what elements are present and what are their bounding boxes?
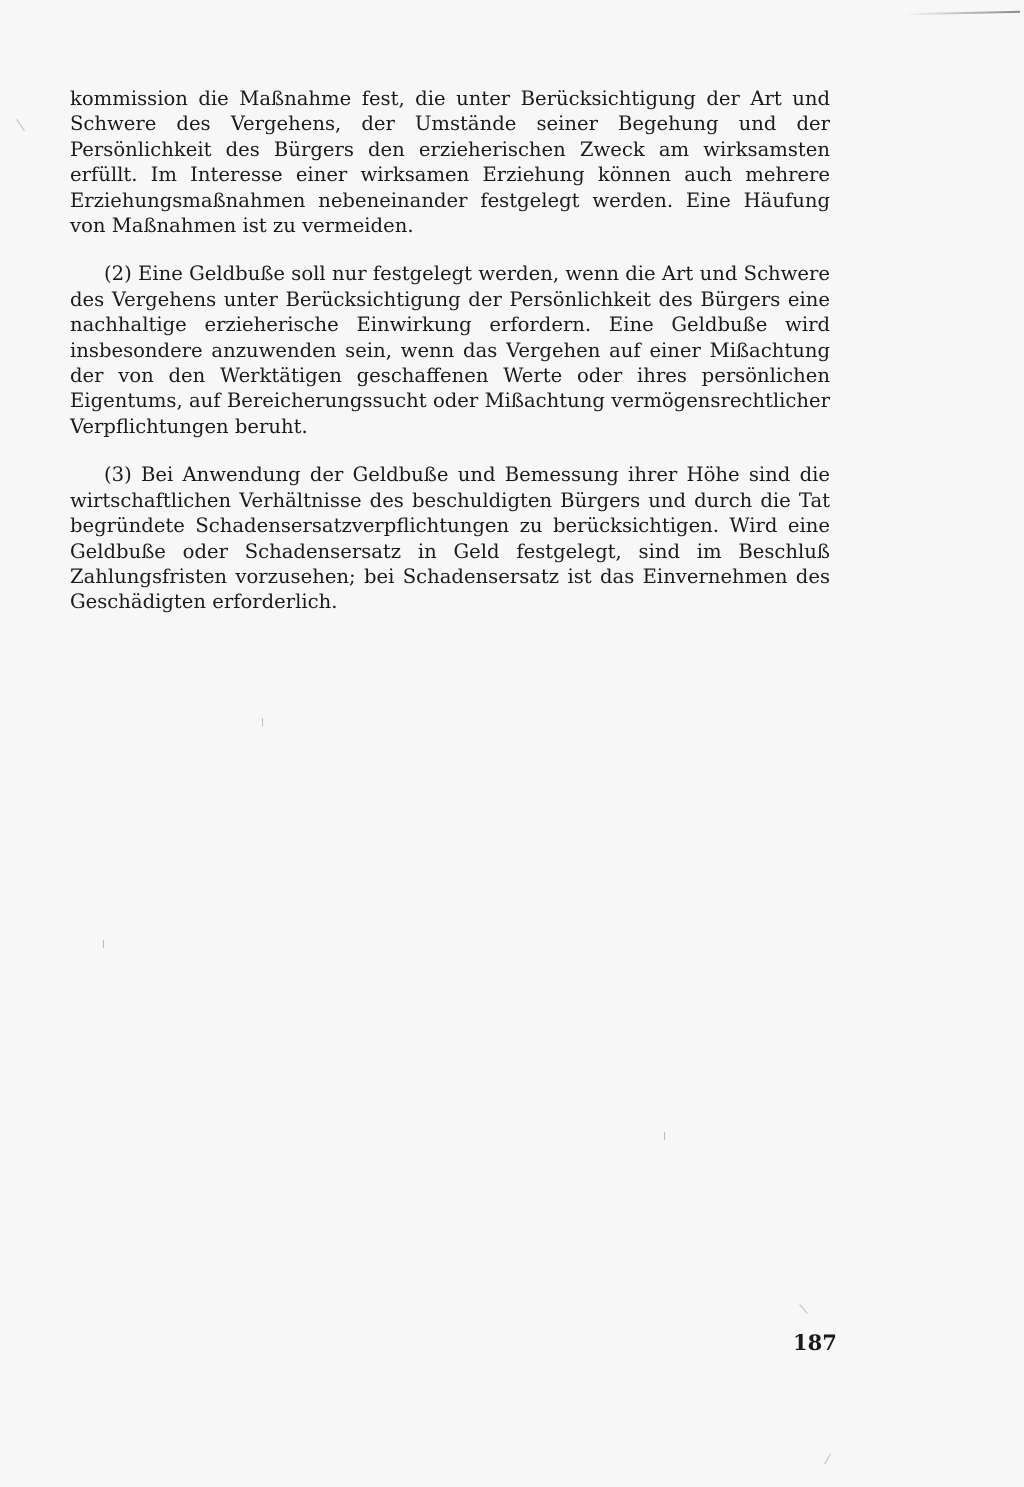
scan-speck: [262, 718, 263, 726]
paragraph-section-3: (3) Bei Anwendung der Geldbuße und Bemessung ihrer Höhe sind die wirtschaftlichen Verhältnisse des beschuldigten Bürgers und durch die Tat begründete Schadensersatzverpflichtungen zu berücksichtigen. Wird eine Geldbuße oder Schadensersatz in Geld festgelegt, sind im Beschluß Zahlungsfristen vorzusehen; bei Schadensersatz ist das Einvernehmen des Geschädigten erforderlich.: [70, 463, 830, 614]
body-text: [70, 86, 830, 638]
page-number: 187: [793, 1330, 837, 1355]
scan-speck: [103, 940, 104, 948]
paragraph-section-2: (2) Eine Geldbuße soll nur festgelegt werden, wenn die Art und Schwere des Vergehens unter Berücksichtigung der Persönlichkeit des Bürgers eine nachhaltige erzieherische Einwirkung erfordern. Eine Geldbuße wird insbesondere anzuwenden sein, wenn das Vergehen auf einer Mißachtung der von den Werktätigen geschaffenen Werte oder ihres persönlichen Eigentums, auf Bereicherungssucht oder Mißachtung vermögensrechtlicher Verpflichtungen beruht.: [70, 262, 830, 438]
scan-speck: [664, 1132, 665, 1140]
paragraph-continuation: kommission die Maßnahme fest, die unter Berücksichtigung der Art und Schwere des Vergehens, der Umstände seiner Begehung und der Persönlichkeit des Bürgers den erzieherischen Zweck am wirksamsten erfüllt. Im Interesse einer wirksamen Erziehung können auch mehrere Erziehungsmaßnahmen nebeneinander festgelegt werden. Eine Häufung von Maßnahmen ist zu vermeiden.: [70, 87, 830, 238]
scan-speck: [824, 1454, 831, 1465]
scan-artifact-streak: [905, 11, 1020, 15]
scan-speck: [16, 119, 25, 131]
scan-speck: [799, 1304, 807, 1314]
